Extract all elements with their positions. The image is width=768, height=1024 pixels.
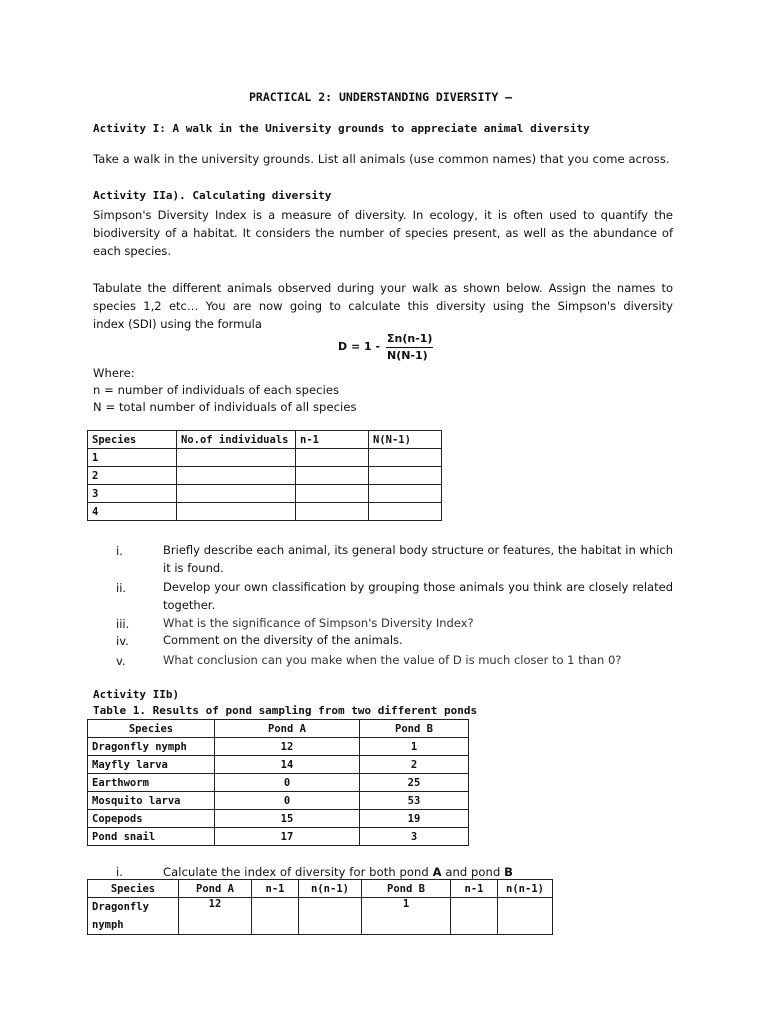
question-text: What conclusion can you make when the value of D is much closer to 1 than 0? xyxy=(163,653,622,667)
table-header: Pond B xyxy=(360,720,469,738)
table-cell: 15 xyxy=(215,810,360,828)
species-table xyxy=(87,430,442,521)
question-text: Develop your own classification by grouping those animals you think are closely related together. xyxy=(163,580,673,612)
definition-N: N = total number of individuals of all species xyxy=(93,400,357,414)
table-row xyxy=(88,792,469,810)
table-row xyxy=(88,898,553,935)
formula-lhs: D = 1 - xyxy=(338,340,381,353)
paragraph-line: index (SDI) using the formula xyxy=(93,317,262,331)
table-cell: Mayfly larva xyxy=(88,756,215,774)
table-cell: Dragonfly nymph xyxy=(88,738,215,756)
where-label: Where: xyxy=(93,366,135,380)
formula-denominator: N(N-1) xyxy=(387,349,428,362)
table-cell: 19 xyxy=(360,810,469,828)
table-cell: 2 xyxy=(88,467,177,485)
table-cell: 1 xyxy=(360,738,469,756)
question-text: Comment on the diversity of the animals. xyxy=(163,633,403,647)
table-row xyxy=(88,449,442,467)
activity-2b-heading: Activity IIb) xyxy=(93,688,180,701)
table-row xyxy=(88,774,469,792)
table-header: Pond A xyxy=(215,720,360,738)
question-text: What is the significance of Simpson's Diversity Index? xyxy=(163,616,474,630)
table-header: Species xyxy=(88,880,179,898)
table-row xyxy=(88,810,469,828)
table-cell: 53 xyxy=(360,792,469,810)
table-cell: 12 xyxy=(179,898,252,935)
diversity-calc-table xyxy=(87,879,553,935)
table-cell: Earthworm xyxy=(88,774,215,792)
table-header: n-1 xyxy=(296,431,369,449)
page-title: PRACTICAL 2: UNDERSTANDING DIVERSITY – xyxy=(249,90,513,104)
tabulate-paragraph xyxy=(93,279,673,333)
table-header: Species xyxy=(88,431,177,449)
table-row xyxy=(88,828,469,846)
table-header: Pond B xyxy=(362,880,451,898)
table-header-row xyxy=(88,880,553,898)
activity-1-heading: Activity I: A walk in the University grounds to appreciate animal diversity xyxy=(93,122,590,135)
table-cell: Dragonfly nymph xyxy=(88,898,179,935)
calc-question-text: Calculate the index of diversity for both pond A and pond B xyxy=(163,865,513,879)
table-cell: 25 xyxy=(360,774,469,792)
table-header: Species xyxy=(88,720,215,738)
table-cell: 0 xyxy=(215,792,360,810)
table-header: n(n-1) xyxy=(299,880,362,898)
question-number: i. xyxy=(116,865,123,879)
table-header: n-1 xyxy=(451,880,498,898)
table-cell: Copepods xyxy=(88,810,215,828)
question-text: Briefly describe each animal, its general body structure or features, the habitat in which it is found. xyxy=(163,543,673,575)
table-row xyxy=(88,485,442,503)
table-header: N(N-1) xyxy=(369,431,442,449)
table-cell: 17 xyxy=(215,828,360,846)
table-row xyxy=(88,467,442,485)
activity-2a-heading: Activity IIa). Calculating diversity xyxy=(93,189,332,202)
paragraph-line: Simpson's Diversity Index is a measure of diversity. In ecology, it is often used to quantify the xyxy=(93,208,673,222)
table-header: Pond A xyxy=(179,880,252,898)
paragraph-line: each species. xyxy=(93,244,171,258)
paragraph-line: species 1,2 etc… You are now going to calculate this diversity using the Simpson's diversity xyxy=(93,299,673,313)
table-row xyxy=(88,738,469,756)
fraction-bar xyxy=(386,347,433,348)
table-row xyxy=(88,756,469,774)
question-number: iii. xyxy=(116,617,130,631)
table-cell: 1 xyxy=(88,449,177,467)
table-cell: 14 xyxy=(215,756,360,774)
table-header: n-1 xyxy=(252,880,299,898)
table-cell: 0 xyxy=(215,774,360,792)
question-number: v. xyxy=(116,654,126,668)
table-1-caption: Table 1. Results of pond sampling from two different ponds xyxy=(93,704,478,717)
definition-n: n = number of individuals of each species xyxy=(93,383,340,397)
pond-sampling-table xyxy=(87,719,469,846)
table-cell: 3 xyxy=(360,828,469,846)
activity-1-text: Take a walk in the university grounds. List all animals (use common names) that you come across. xyxy=(93,152,670,166)
table-header: No.of individuals xyxy=(177,431,296,449)
paragraph-line: Tabulate the different animals observed during your walk as shown below. Assign the names to xyxy=(93,281,673,295)
table-header-row xyxy=(88,720,469,738)
formula-numerator: Σn(n-1) xyxy=(387,332,433,345)
question-number: iv. xyxy=(116,634,129,648)
table-cell: 12 xyxy=(215,738,360,756)
table-cell: 2 xyxy=(360,756,469,774)
table-header-row xyxy=(88,431,442,449)
table-cell: 4 xyxy=(88,503,177,521)
simpson-intro-paragraph xyxy=(93,206,673,260)
table-cell: 3 xyxy=(88,485,177,503)
table-header: n(n-1) xyxy=(498,880,553,898)
table-cell: 1 xyxy=(362,898,451,935)
table-cell: Pond snail xyxy=(88,828,215,846)
paragraph-line: biodiversity of a habitat. It considers the number of species present, as well as the abundance of xyxy=(93,226,673,240)
table-row xyxy=(88,503,442,521)
table-cell: Mosquito larva xyxy=(88,792,215,810)
question-number: i. xyxy=(116,544,123,558)
question-number: ii. xyxy=(116,581,127,595)
